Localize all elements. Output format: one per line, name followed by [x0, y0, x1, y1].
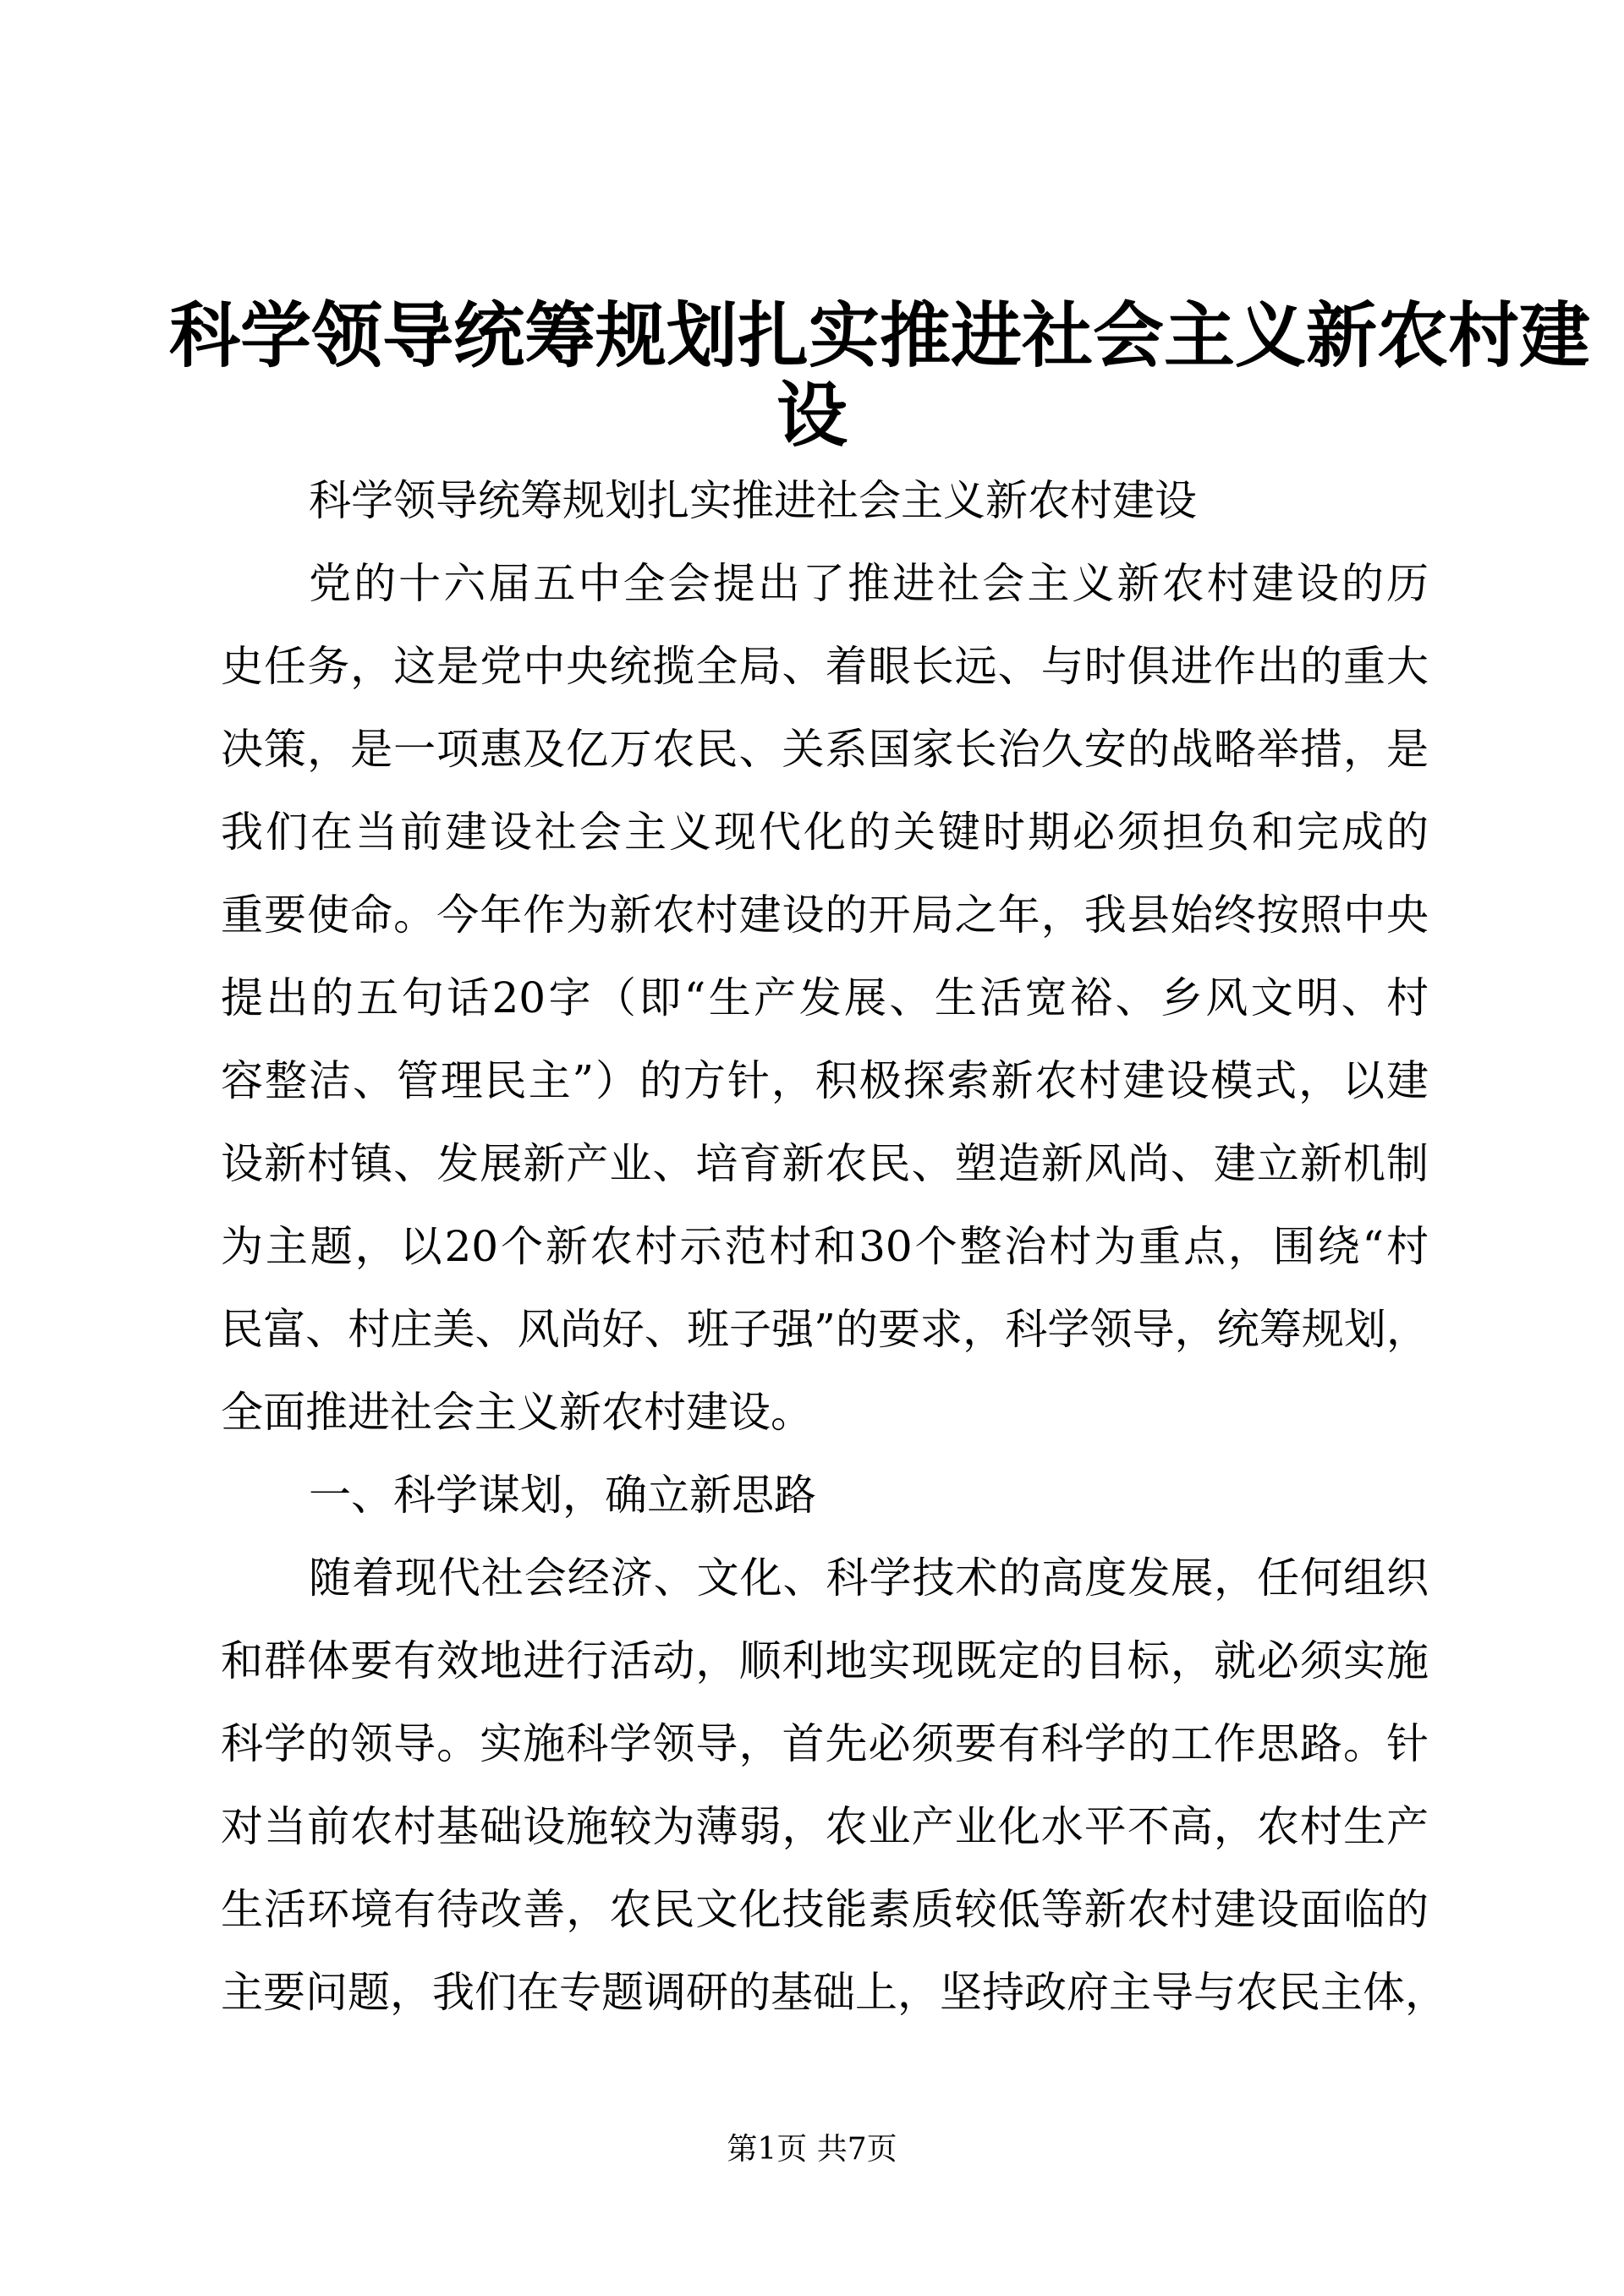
text-line: 史任务，这是党中央统揽全局、着眼长远、与时俱进作出的重大: [221, 642, 1429, 691]
document-title: [169, 293, 1591, 457]
text-line: 对当前农村基础设施较为薄弱，农业产业化水平不高，农村生产: [221, 1802, 1429, 1851]
page-number: 第1页 共7页: [727, 2132, 897, 2167]
text-line: 提出的五句话20字（即“生产发展、生活宽裕、乡风文明、村: [221, 973, 1429, 1022]
text-line: 随着现代社会经济、文化、科学技术的高度发展，任何组织: [309, 1553, 1429, 1603]
text-line: 设新村镇、发展新产业、培育新农民、塑造新风尚、建立新机制: [221, 1139, 1429, 1188]
body-paragraph: [221, 1537, 1447, 2034]
text-line: 主要问题，我们在专题调研的基础上，坚持政府主导与农民主体，: [221, 1968, 1447, 2017]
title-line: 设: [776, 373, 848, 457]
title-line: 科学领导统筹规划扎实推进社会主义新农村建: [169, 293, 1591, 377]
text-line: 重要使命。今年作为新农村建设的开局之年，我县始终按照中央: [221, 890, 1429, 940]
text-line: 科学的领导。实施科学领导，首先必须要有科学的工作思路。针: [221, 1719, 1429, 1768]
text-line: 党的十六届五中全会提出了推进社会主义新农村建设的历: [309, 559, 1429, 608]
text-line: 生活环境有待改善，农民文化技能素质较低等新农村建设面临的: [221, 1885, 1429, 1934]
text-line: 全面推进社会主义新农村建设。: [221, 1388, 813, 1437]
text-line: 民富、村庄美、风尚好、班子强”的要求，科学领导，统筹规划，: [221, 1305, 1429, 1354]
text-line: 决策，是一项惠及亿万农民、关系国家长治久安的战略举措，是: [221, 725, 1429, 774]
text-line: 为主题，以20个新农村示范村和30个整治村为重点，围绕“村: [221, 1222, 1429, 1271]
text-line: 科学领导统筹规划扎实推进社会主义新农村建设: [309, 476, 1197, 525]
body-paragraph: [221, 542, 1429, 1454]
section-heading: [221, 1454, 1429, 1537]
text-line: 容整洁、管理民主”）的方针，积极探索新农村建设模式，以建: [221, 1056, 1429, 1105]
text-line: 一、科学谋划，确立新思路: [309, 1471, 816, 1520]
text-line: 我们在当前建设社会主义现代化的关键时期必须担负和完成的: [221, 808, 1429, 857]
text-line: 和群体要有效地进行活动，顺利地实现既定的目标，就必须实施: [221, 1636, 1429, 1685]
document-body: [221, 459, 1447, 2034]
subtitle-paragraph: [221, 459, 1429, 542]
